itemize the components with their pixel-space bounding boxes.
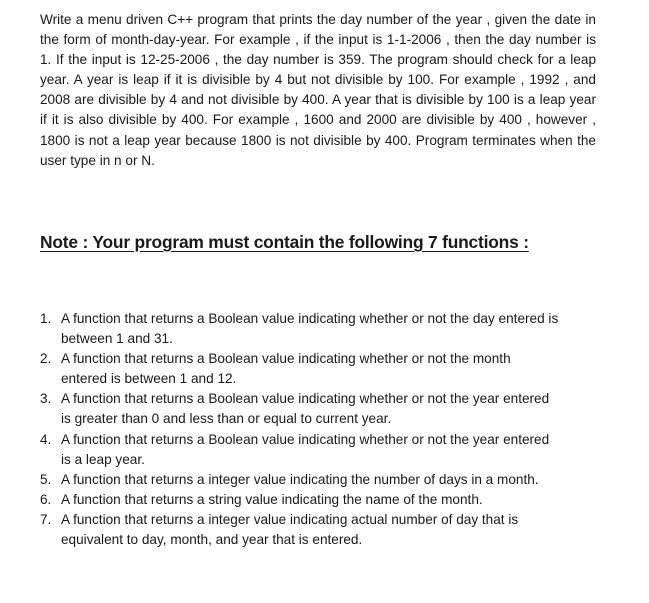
requirement-text: A function that returns a Boolean value indicating whether or not the day entered is between 1 and 31. [61,311,559,347]
requirements-list [40,309,600,550]
requirement-text: A function that returns a Boolean value indicating whether or not the year entered is a leap year. [61,431,550,467]
requirement-number: 5. [40,471,52,487]
note-heading: Note : Your program must contain the following 7 functions : [40,232,529,252]
requirement-number: 1. [40,311,52,326]
requirement-text: A function that returns a string value indicating the name of the month. [61,491,483,507]
requirement-text: A function that returns a Boolean value indicating whether or not the year entered is greater than 0 and less than or equal to current year. [61,391,550,427]
requirement-text: A function that returns a integer value indicating the number of days in a month. [61,471,539,487]
requirement-number: 2. [40,351,52,367]
requirement-text: A function that returns a integer value indicating actual number of day that is equivalent to day, month, and year that is entered. [61,511,519,548]
requirement-text: A function that returns a Boolean value indicating whether or not the month entered is between 1 and 12. [61,351,511,387]
requirement-number: 6. [40,491,52,507]
requirement-item-3 [40,389,600,429]
requirement-item-4 [40,430,600,470]
requirement-number: 4. [40,431,52,447]
requirement-item-1 [40,309,600,349]
requirement-item-7 [40,510,600,550]
requirement-item-6 [40,490,600,510]
requirement-item-2 [40,349,600,389]
requirement-number: 3. [40,391,52,407]
requirement-item-5 [40,470,600,490]
problem-statement: Write a menu driven C++ program that prints the day number of the year , given the date in the form of month-day-year. For example , if the input is 1-1-2006 , then the day number is 1. If the input is 12-25-2006 , the day number is 359. The program should check for a leap year. A year is leap if it is divisible by 4 but not divisible by 100. For example , 1992 , and 2008 are divisible by 4 and not divisible by 400. A year that is divisible by 100 is a leap year if it is also divisible by 400. For example , 1600 and 2000 are divisible by 400 , however , 1800 is not a leap year because 1800 is not divisible by 400. Program terminates when the user type in n or N. [40,12,596,168]
requirement-number: 7. [40,511,52,527]
